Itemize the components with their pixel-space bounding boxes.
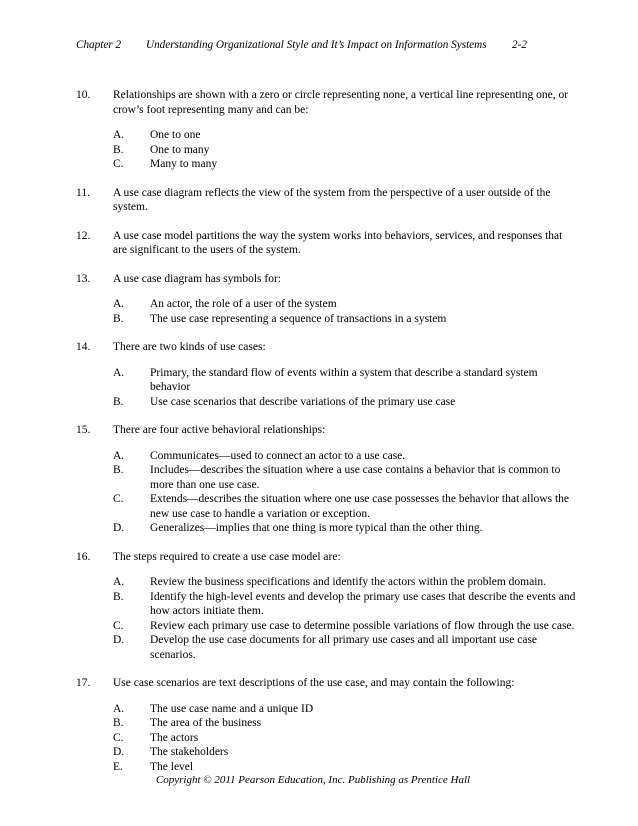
- question-text: A use case diagram reflects the view of the system from the perspective of a user outside of the system.: [113, 186, 551, 213]
- option-item: [113, 633, 576, 662]
- option-letter: D.: [113, 746, 125, 758]
- question-number: 12.: [76, 229, 91, 242]
- option-item: [113, 395, 576, 410]
- option-text: The actors: [150, 731, 199, 744]
- question-item: [76, 229, 576, 258]
- option-letter: A.: [113, 576, 125, 588]
- option-letter: B.: [113, 395, 124, 408]
- page-number: 2-2: [512, 39, 527, 51]
- option-text: Many to many: [150, 158, 218, 170]
- question-text: Use case scenarios are text descriptions of the use case, and may contain the following:: [113, 677, 515, 689]
- option-letter: A.: [113, 298, 125, 310]
- option-item: [113, 143, 576, 158]
- option-text: Review the business specifications and identify the actors within the problem domain.: [150, 576, 547, 588]
- option-item: [113, 312, 576, 327]
- option-item: [113, 449, 576, 464]
- question-list: [76, 88, 576, 774]
- option-item: [113, 745, 576, 760]
- option-text: One to many: [150, 143, 210, 156]
- option-list: [113, 449, 576, 536]
- option-text: Communicates—used to connect an actor to a use case.: [150, 449, 406, 462]
- option-item: [113, 157, 576, 172]
- chapter-title: Understanding Organizational Style and It’s Impact on Information Systems: [146, 39, 487, 51]
- option-item: [113, 492, 576, 521]
- option-text: The stakeholders: [150, 746, 229, 758]
- question-text: A use case model partitions the way the system works into behaviors, services, and responses that are significant to the users of the system.: [113, 229, 563, 256]
- option-letter: B.: [113, 590, 124, 603]
- option-text: Review each primary use case to determine possible variations of flow through the use case.: [150, 619, 575, 632]
- option-letter: C.: [113, 493, 124, 505]
- option-letter: D.: [113, 522, 125, 534]
- option-letter: A.: [113, 702, 125, 715]
- question-text: The steps required to create a use case model are:: [113, 550, 341, 563]
- page-header: [0, 37, 638, 53]
- option-text: Use case scenarios that describe variations of the primary use case: [150, 395, 456, 408]
- option-text: Primary, the standard flow of events within a system that describe a standard system behavior: [150, 366, 538, 393]
- option-text: The use case name and a unique ID: [150, 702, 314, 715]
- option-item: [113, 297, 576, 312]
- option-item: [113, 619, 576, 634]
- option-text: Develop the use case documents for all primary use cases and all important use case scenarios.: [150, 634, 538, 661]
- option-list: [113, 297, 576, 326]
- question-item: [76, 340, 576, 409]
- option-list: [113, 128, 576, 172]
- question-text: There are four active behavioral relationships:: [113, 424, 326, 436]
- option-letter: E.: [113, 760, 123, 773]
- option-letter: A.: [113, 366, 125, 379]
- option-item: [113, 702, 576, 717]
- option-text: Generalizes—implies that one thing is more typical than the other thing.: [150, 522, 483, 534]
- question-text: Relationships are shown with a zero or circle representing none, a vertical line representing one, or crow’s foot representing many and can be:: [113, 89, 569, 116]
- option-text: Extends—describes the situation where one use case possesses the behavior that allows the new use case to handle a variation or exception.: [150, 493, 569, 520]
- option-letter: B.: [113, 143, 124, 156]
- option-list: [113, 575, 576, 662]
- option-text: Includes—describes the situation where a use case contains a behavior that is common to more than one use case.: [150, 464, 561, 491]
- option-item: [113, 575, 576, 590]
- question-item: [76, 88, 576, 172]
- option-letter: B.: [113, 312, 124, 325]
- option-item: [113, 716, 576, 731]
- chapter-label: Chapter 2: [76, 39, 122, 51]
- option-text: The use case representing a sequence of transactions in a system: [150, 312, 447, 325]
- copyright-text: Copyright © 2011 Pearson Education, Inc. Publishing as Prentice Hall: [155, 774, 471, 786]
- option-letter: C.: [113, 158, 124, 170]
- option-item: [113, 463, 576, 492]
- option-letter: D.: [113, 634, 125, 646]
- option-text: The level: [150, 760, 194, 773]
- page-footer: [0, 773, 638, 787]
- option-letter: A.: [113, 449, 125, 462]
- option-item: [113, 590, 576, 619]
- question-text: There are two kinds of use cases:: [113, 341, 266, 353]
- question-item: [76, 272, 576, 327]
- question-item: [76, 186, 576, 215]
- question-number: 13.: [76, 272, 91, 285]
- option-letter: B.: [113, 717, 124, 729]
- question-item: [76, 676, 576, 774]
- question-number: 15.: [76, 424, 91, 436]
- option-item: [113, 760, 576, 775]
- option-letter: A.: [113, 129, 125, 141]
- question-number: 14.: [76, 341, 91, 353]
- question-number: 17.: [76, 677, 91, 689]
- option-letter: B.: [113, 464, 124, 476]
- question-item: [76, 550, 576, 663]
- option-text: The area of the business: [150, 717, 262, 729]
- option-letter: C.: [113, 619, 124, 632]
- option-text: One to one: [150, 129, 201, 141]
- question-text: A use case diagram has symbols for:: [113, 272, 281, 285]
- option-item: [113, 521, 576, 536]
- option-item: [113, 128, 576, 143]
- option-list: [113, 366, 576, 410]
- option-text: Identify the high-level events and develop the primary use cases that describe the events and how actors initiate them.: [150, 590, 576, 617]
- question-number: 10.: [76, 89, 91, 101]
- question-item: [76, 423, 576, 536]
- question-number: 16.: [76, 550, 91, 563]
- option-item: [113, 366, 576, 395]
- option-letter: C.: [113, 731, 124, 744]
- question-number: 11.: [76, 186, 90, 199]
- option-list: [113, 702, 576, 775]
- option-text: An actor, the role of a user of the system: [150, 298, 337, 310]
- option-item: [113, 731, 576, 746]
